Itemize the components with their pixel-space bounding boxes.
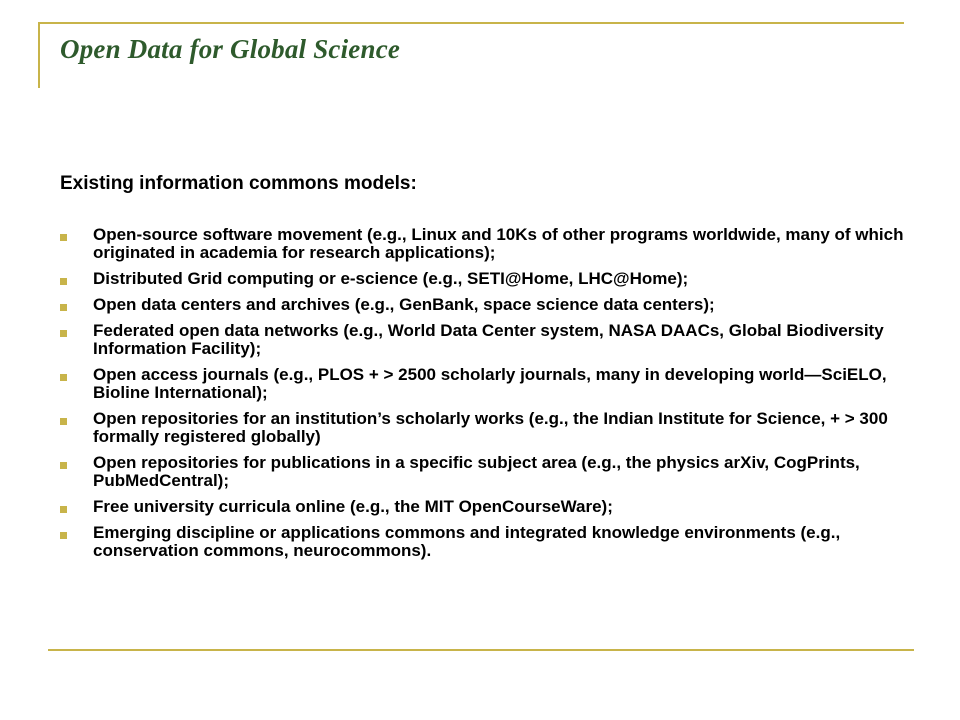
- bullet-item: [60, 524, 910, 560]
- bullet-item: [60, 498, 910, 516]
- square-bullet-icon: [60, 532, 67, 539]
- square-bullet-icon: [60, 234, 67, 241]
- square-bullet-icon: [60, 418, 67, 425]
- bullet-text: Federated open data networks (e.g., World Data Center system, NASA DAACs, Global Biodiversity Information Facility);: [93, 321, 884, 358]
- bullet-text: Open-source software movement (e.g., Linux and 10Ks of other programs worldwide, many of which originated in academia for research applications);: [93, 225, 904, 262]
- bullet-text: Open access journals (e.g., PLOS + > 2500 scholarly journals, many in developing world—SciELO, Bioline International);: [93, 365, 887, 402]
- bullet-item: [60, 226, 910, 262]
- bullet-text: Open repositories for an institution’s scholarly works (e.g., the Indian Institute for Science, + > 300 formally registered globally): [93, 409, 888, 446]
- bullet-item: [60, 270, 910, 288]
- square-bullet-icon: [60, 462, 67, 469]
- slide-title: Open Data for Global Science: [60, 34, 401, 64]
- bottom-accent-line: [48, 649, 914, 651]
- left-accent-line: [38, 22, 40, 88]
- square-bullet-icon: [60, 304, 67, 311]
- bullet-item: [60, 296, 910, 314]
- square-bullet-icon: [60, 330, 67, 337]
- bullet-item: [60, 410, 910, 446]
- bullet-item: [60, 454, 910, 490]
- bullet-text: Distributed Grid computing or e-science (e.g., SETI@Home, LHC@Home);: [93, 269, 689, 288]
- bullet-item: [60, 322, 910, 358]
- bullet-text: Open repositories for publications in a specific subject area (e.g., the physics arXiv, CogPrints, PubMedCentral);: [93, 453, 860, 490]
- square-bullet-icon: [60, 278, 67, 285]
- bullet-list: [60, 226, 910, 568]
- top-accent-line: [38, 22, 904, 24]
- subheading: Existing information commons models:: [60, 173, 417, 194]
- square-bullet-icon: [60, 374, 67, 381]
- square-bullet-icon: [60, 506, 67, 513]
- bullet-item: [60, 366, 910, 402]
- bullet-text: Open data centers and archives (e.g., GenBank, space science data centers);: [93, 295, 715, 314]
- bullet-text: Emerging discipline or applications commons and integrated knowledge environments (e.g., conservation commons, neurocommons).: [93, 523, 841, 560]
- bullet-text: Free university curricula online (e.g., the MIT OpenCourseWare);: [93, 497, 613, 516]
